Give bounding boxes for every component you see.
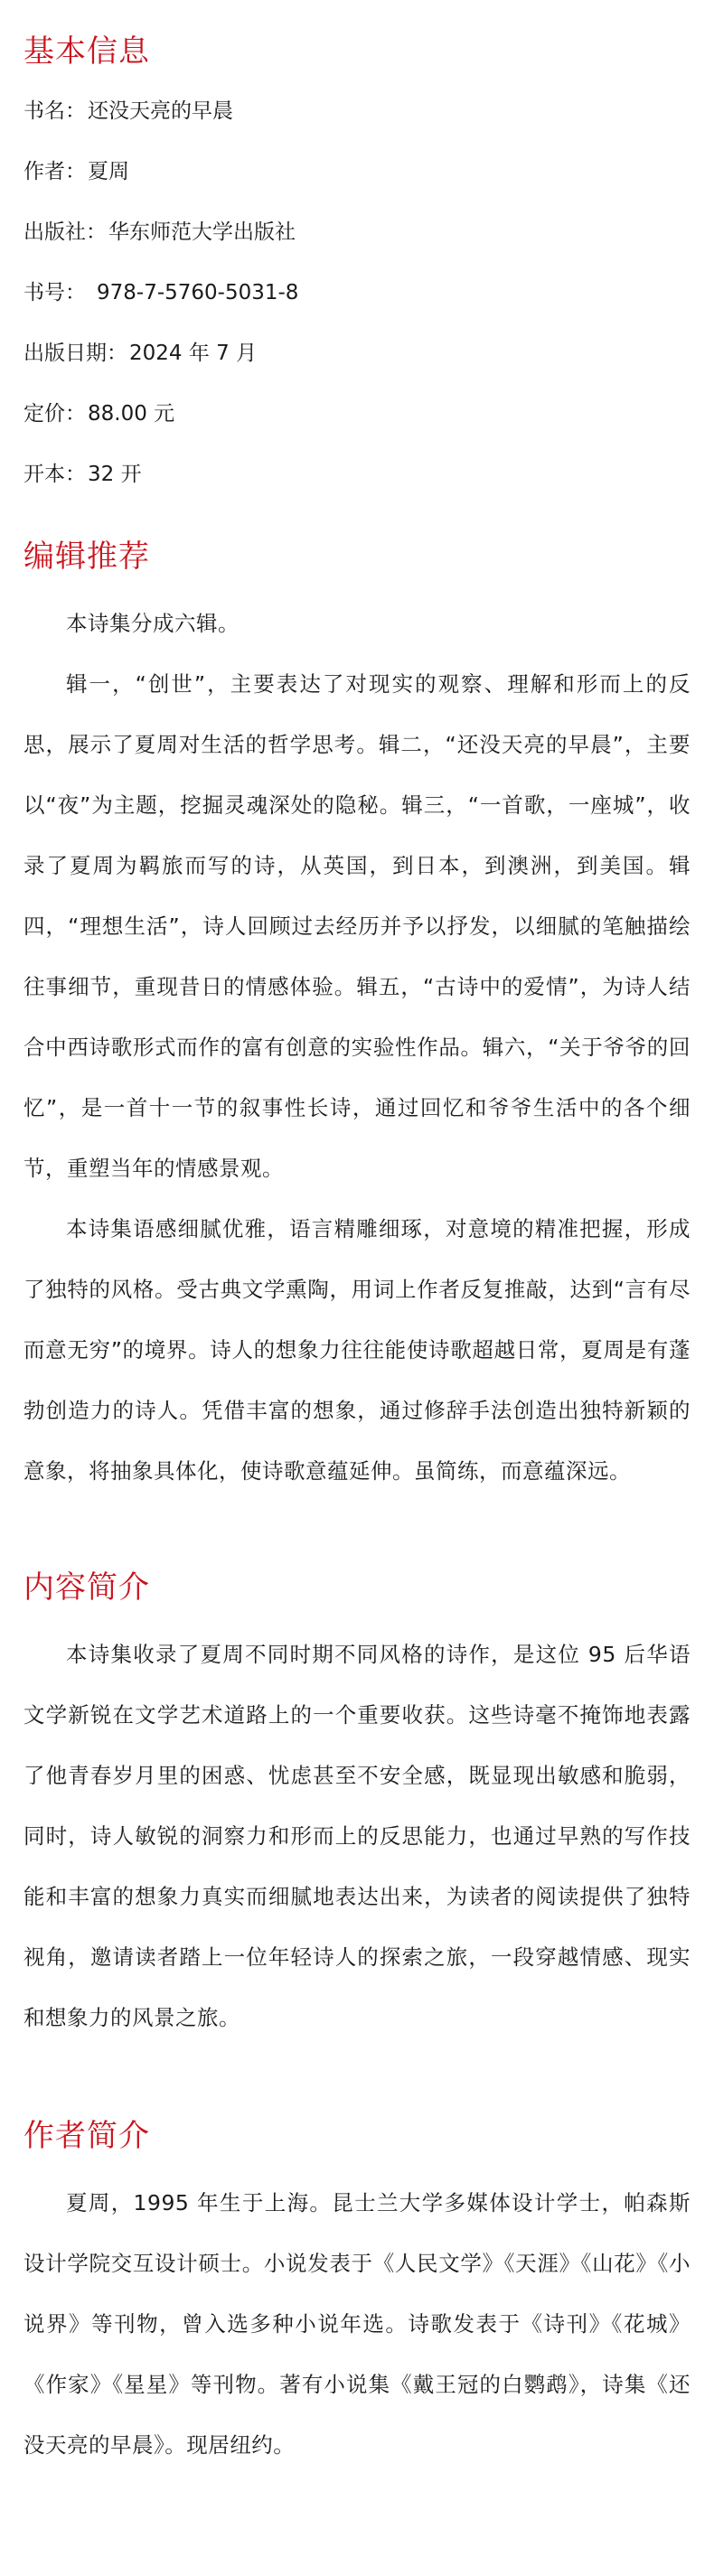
- publisher-value: 华东师范大学出版社: [108, 220, 296, 244]
- author-line: [23, 162, 691, 183]
- format-label: 开本：: [23, 463, 86, 486]
- editor-paragraph-1: 本诗集分成六辑。: [66, 611, 240, 636]
- basic-info-section: [23, 0, 691, 485]
- isbn-value: 978-7-5760-5031-8: [97, 281, 299, 304]
- title-line: [23, 101, 691, 122]
- title-value: 还没天亮的早晨: [88, 99, 233, 123]
- editor-paragraph-3: 本诗集语感细腻优雅，语言精雕细琢，对意境的精准把握，形成了独特的风格。受古典文学熏陶，用词上作者反复推敲，达到“言有尽而意无穷”的境界。诗人的想象力往往能使诗歌超越日常，夏周是有蓬勃创造力的诗人。凭借丰富的想象，通过修辞手法创造出独特新颖的意象，将抽象具体化，使诗歌意蕴延伸。虽简练，而意蕴深远。: [23, 1216, 691, 1484]
- author-intro-paragraph: 夏周，1995 年生于上海。昆士兰大学多媒体设计学士，帕森斯设计学院交互设计硕士。小说发表于《人民文学》《天涯》《山花》《小说界》等刊物，曾入选多种小说年选。诗歌发表于《诗刊》《花城》《作家》《星星》等刊物。著有小说集《戴王冠的白鹦鹉》，诗集《还没天亮的早晨》。现居纽约。: [23, 2190, 691, 2458]
- author-label: 作者：: [23, 160, 86, 183]
- pub-date-value: 2024 年 7 月: [129, 342, 258, 365]
- publisher-line: [23, 222, 691, 243]
- price-label: 定价：: [23, 402, 86, 426]
- editor-paragraph-2: 辑一，“创世”，主要表达了对现实的观察、理解和形而上的反思，展示了夏周对生活的哲学思考。辑二，“还没天亮的早晨”，主要以“夜”为主题，挖掘灵魂深处的隐秘。辑三，“一首歌，一座城”，收录了夏周为羁旅而写的诗，从英国，到日本，到澳洲，到美国。辑四，“理想生活”，诗人回顾过去经历并予以抒发，以细腻的笔触描绘往事细节，重现昔日的情感体验。辑五，“古诗中的爱情”，为诗人结合中西诗歌形式而作的富有创意的实验性作品。辑六，“关于爷爷的回忆”，是一首十一节的叙事性长诗，通过回忆和爷爷生活中的各个细节，重塑当年的情感景观。: [23, 671, 691, 1181]
- title-label: 书名：: [23, 99, 86, 123]
- content-intro-section: [23, 1569, 691, 2048]
- isbn-line: [23, 283, 691, 304]
- author-intro-section: [23, 2118, 691, 2476]
- publisher-label: 出版社：: [23, 220, 107, 244]
- basic-info-heading: 基本信息: [23, 33, 150, 70]
- editor-recommendation-section: [23, 541, 691, 1502]
- format-line: [23, 464, 691, 485]
- pub-date-label: 出版日期：: [23, 342, 127, 365]
- price-line: [23, 404, 691, 425]
- author-value: 夏周: [88, 160, 129, 183]
- content-intro-heading: 内容简介: [23, 1569, 150, 1606]
- format-value: 32 开: [88, 463, 142, 486]
- price-value: 88.00 元: [88, 402, 175, 426]
- pub-date-line: [23, 343, 691, 364]
- author-intro-heading: 作者简介: [23, 2118, 150, 2154]
- isbn-label: 书号：: [23, 281, 86, 304]
- content-intro-paragraph: 本诗集收录了夏周不同时期不同风格的诗作，是这位 95 后华语文学新锐在文学艺术道路上的一个重要收获。这些诗毫不掩饰地表露了他青春岁月里的困惑、忧虑甚至不安全感，既显现出敏感和脆弱，同时，诗人敏锐的洞察力和形而上的反思能力，也通过早熟的写作技能和丰富的想象力真实而细腻地表达出来，为读者的阅读提供了独特视角，邀请读者踏上一位年轻诗人的探索之旅，一段穿越情感、现实和想象力的风景之旅。: [23, 1642, 691, 2030]
- editor-recommendation-heading: 编辑推荐: [23, 539, 150, 575]
